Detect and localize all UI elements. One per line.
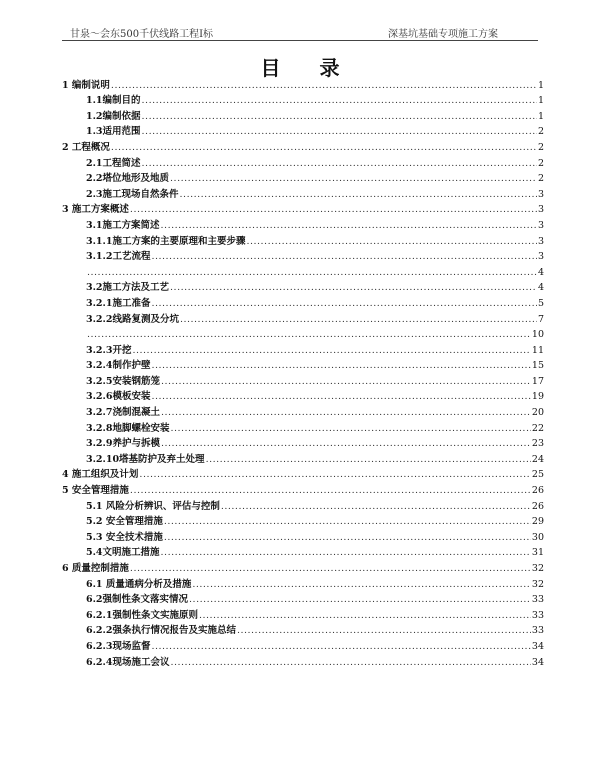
toc-entry-page-number: 33 <box>531 594 544 606</box>
toc-entry-page-number: 10 <box>531 329 544 341</box>
toc-leader-dots <box>161 547 531 559</box>
toc-leader-dots <box>164 516 531 528</box>
toc-entry-label: 3.2施工方法及工艺 <box>86 282 170 294</box>
toc-entry-label: 2 工程概况 <box>62 141 110 153</box>
toc-leader-dots <box>139 469 530 481</box>
toc-entry-label: 3.2.1施工准备 <box>86 297 151 309</box>
toc-entry-page-number: 30 <box>531 531 544 543</box>
toc-entry-page-number: 29 <box>531 516 544 528</box>
toc-entry[interactable] <box>62 544 544 560</box>
toc-entry[interactable] <box>62 497 544 513</box>
toc-entry-page-number: 4 <box>537 282 544 294</box>
toc-entry-label: 3.2.3开挖 <box>86 344 132 356</box>
toc-entry-page-number: 20 <box>531 407 544 419</box>
toc-entry[interactable] <box>62 481 544 497</box>
toc-leader-dots <box>221 501 531 513</box>
toc-leader-dots <box>161 407 531 419</box>
toc-entry[interactable] <box>62 653 544 669</box>
toc-entry-page-number: 3 <box>537 204 544 216</box>
toc-leader-dots <box>170 173 537 185</box>
toc-entry-label: 6.2.4现场施工会议 <box>86 656 170 668</box>
toc-entry-label: 3.2.8地脚螺栓安装 <box>86 422 170 434</box>
toc-entry[interactable] <box>62 528 544 544</box>
toc-entry-page-number: 32 <box>531 578 544 590</box>
toc-leader-dots <box>170 657 530 669</box>
toc-entry-page-number: 3 <box>537 219 544 231</box>
toc-entry-label: 4 施工组织及计划 <box>62 469 139 481</box>
toc-entry[interactable] <box>62 606 544 622</box>
toc-entry-page-number: 2 <box>537 173 544 185</box>
toc-entry[interactable] <box>62 123 544 139</box>
toc-entry-label: 3.2.4制作护壁 <box>86 360 151 372</box>
toc-entry-page-number: 26 <box>531 500 544 512</box>
toc-leader-dots <box>151 641 530 653</box>
toc-leader-dots <box>206 454 531 466</box>
toc-entry-label: 2.1工程简述 <box>86 157 141 169</box>
toc-entry[interactable] <box>62 92 544 108</box>
toc-entry[interactable] <box>62 248 544 264</box>
toc-entry[interactable] <box>62 388 544 404</box>
toc-entry-label: 1.3适用范围 <box>86 126 141 138</box>
toc-entry[interactable] <box>62 76 544 92</box>
toc-entry[interactable] <box>62 263 544 279</box>
toc-entry[interactable] <box>62 138 544 154</box>
toc-entry-label: 5.3 安全技术措施 <box>86 531 163 543</box>
toc-entry-label: 3.1施工方案简述 <box>86 219 160 231</box>
toc-entry-page-number: 32 <box>531 563 544 574</box>
toc-leader-dots <box>164 532 531 544</box>
toc-leader-dots <box>180 314 537 326</box>
toc-entry-label: 2.3施工现场自然条件 <box>86 188 179 200</box>
toc-entry-page-number: 3 <box>537 235 544 247</box>
table-of-contents <box>62 76 544 669</box>
toc-entry[interactable] <box>62 450 544 466</box>
toc-entry[interactable] <box>62 622 544 638</box>
toc-entry[interactable] <box>62 341 544 357</box>
toc-entry-page-number: 31 <box>531 547 544 559</box>
toc-leader-dots <box>246 236 537 248</box>
toc-leader-dots <box>142 158 537 170</box>
toc-leader-dots <box>151 251 537 263</box>
toc-entry[interactable] <box>62 310 544 326</box>
toc-entry-page-number: 19 <box>531 391 544 403</box>
toc-entry-page-number: 33 <box>531 609 544 621</box>
toc-entry[interactable] <box>62 154 544 170</box>
toc-entry-page-number: 33 <box>531 625 544 637</box>
toc-entry[interactable] <box>62 466 544 482</box>
toc-entry-label: 2.2塔位地形及地质 <box>86 173 170 185</box>
toc-leader-dots <box>192 579 531 591</box>
toc-entry-page-number: 3 <box>537 251 544 263</box>
toc-entry-page-number: 11 <box>531 344 544 356</box>
toc-entry-page-number: 22 <box>531 422 544 434</box>
toc-entry-page-number: 24 <box>531 453 544 465</box>
toc-leader-dots <box>161 438 531 450</box>
toc-entry-page-number: 3 <box>537 188 544 200</box>
toc-leader-dots <box>161 376 531 388</box>
toc-entry[interactable] <box>62 637 544 653</box>
toc-entry-page-number: 1 <box>537 95 544 107</box>
toc-entry-label: 3.2.9养护与拆模 <box>86 438 160 450</box>
toc-entry-label: 6.2强制性条文落实情况 <box>86 594 189 606</box>
toc-entry-label: 6.2.3现场监督 <box>86 640 151 652</box>
toc-leader-dots <box>87 267 537 279</box>
toc-entry[interactable] <box>62 232 544 248</box>
toc-entry-page-number: 23 <box>531 438 544 450</box>
toc-leader-dots <box>142 95 537 107</box>
toc-leader-dots <box>111 142 537 154</box>
toc-entry-page-number: 25 <box>531 469 544 481</box>
toc-entry-label: 1.2编制依据 <box>86 110 141 122</box>
toc-entry-page-number: 26 <box>531 485 544 497</box>
toc-entry-label: 5 安全管理措施 <box>62 485 129 497</box>
toc-leader-dots <box>130 204 537 216</box>
toc-leader-dots <box>170 282 537 294</box>
toc-leader-dots <box>161 220 537 232</box>
toc-entry[interactable] <box>62 435 544 451</box>
toc-entry[interactable] <box>62 513 544 529</box>
toc-entry-label: 1.1编制目的 <box>86 95 141 107</box>
toc-entry-label: 3 施工方案概述 <box>62 204 129 216</box>
toc-entry-label: 6.2.1强制性条文实施原则 <box>86 609 198 621</box>
toc-entry-label: 3.1.2工艺流程 <box>86 251 151 263</box>
toc-entry-label: 6 质量控制措施 <box>62 563 129 574</box>
toc-entry[interactable] <box>62 575 544 591</box>
toc-entry-page-number: 1 <box>537 110 544 122</box>
toc-entry[interactable] <box>62 201 544 217</box>
toc-leader-dots <box>151 391 530 403</box>
toc-leader-dots <box>142 111 537 123</box>
toc-leader-dots <box>180 189 537 201</box>
page-title: 目 录 <box>260 56 356 80</box>
toc-entry-page-number: 1 <box>537 79 544 91</box>
toc-entry[interactable] <box>62 294 544 310</box>
toc-entry[interactable] <box>62 185 544 201</box>
toc-entry-page-number: 34 <box>531 656 544 668</box>
toc-entry[interactable] <box>62 591 544 607</box>
toc-leader-dots <box>142 126 537 138</box>
toc-leader-dots <box>189 594 531 606</box>
toc-entry[interactable] <box>62 419 544 435</box>
toc-entry-label: 6.2.2强条执行情况报告及实施总结 <box>86 625 236 637</box>
toc-leader-dots <box>170 423 530 435</box>
toc-entry-page-number: 15 <box>531 360 544 372</box>
toc-entry[interactable] <box>62 372 544 388</box>
page-header <box>62 22 538 41</box>
toc-leader-dots <box>111 80 537 92</box>
toc-leader-dots <box>130 485 531 497</box>
toc-entry-label: 6.1 质量通病分析及措施 <box>86 578 192 590</box>
toc-leader-dots <box>87 329 531 341</box>
toc-leader-dots <box>237 625 531 637</box>
toc-entry[interactable] <box>62 216 544 232</box>
toc-entry-page-number: 34 <box>531 640 544 652</box>
toc-leader-dots <box>130 563 531 575</box>
toc-leader-dots <box>151 360 530 372</box>
toc-leader-dots <box>199 610 531 622</box>
toc-entry[interactable] <box>62 403 544 419</box>
toc-entry-label: 1 编制说明 <box>62 79 110 91</box>
toc-entry-label: 3.2.7浇制混凝土 <box>86 407 160 419</box>
toc-entry[interactable] <box>62 326 544 342</box>
toc-entry-label: 5.4文明施工措施 <box>86 547 160 559</box>
toc-entry-label: 5.1 风险分析辨识、评估与控制 <box>86 500 220 512</box>
toc-entry-page-number: 4 <box>537 266 544 278</box>
toc-entry-label: 3.2.5安装钢筋笼 <box>86 375 160 387</box>
toc-entry-page-number: 5 <box>537 297 544 309</box>
toc-entry[interactable] <box>62 357 544 373</box>
toc-entry-label: 5.2 安全管理措施 <box>86 516 163 528</box>
toc-entry-page-number: 2 <box>537 126 544 138</box>
toc-leader-dots <box>151 298 537 310</box>
toc-entry-label: 3.2.2线路复测及分坑 <box>86 313 179 325</box>
toc-entry[interactable] <box>62 559 544 575</box>
toc-entry-label: 3.2.6模板安装 <box>86 391 151 403</box>
toc-leader-dots <box>132 345 530 357</box>
toc-entry[interactable] <box>62 107 544 123</box>
toc-entry-page-number: 17 <box>531 375 544 387</box>
toc-entry[interactable] <box>62 279 544 295</box>
toc-entry-page-number: 7 <box>537 313 544 325</box>
toc-entry-page-number: 2 <box>537 141 544 153</box>
toc-entry[interactable] <box>62 170 544 186</box>
header-document-name: 深基坑基础专项施工方案 <box>388 29 498 40</box>
toc-entry-label: 3.1.1施工方案的主要原理和主要步骤 <box>86 235 246 247</box>
header-project-name: 甘泉～会东500千伏线路工程Ⅰ标 <box>70 29 214 40</box>
toc-entry-label: 3.2.10塔基防护及弃土处理 <box>86 453 205 465</box>
toc-entry-page-number: 2 <box>537 157 544 169</box>
